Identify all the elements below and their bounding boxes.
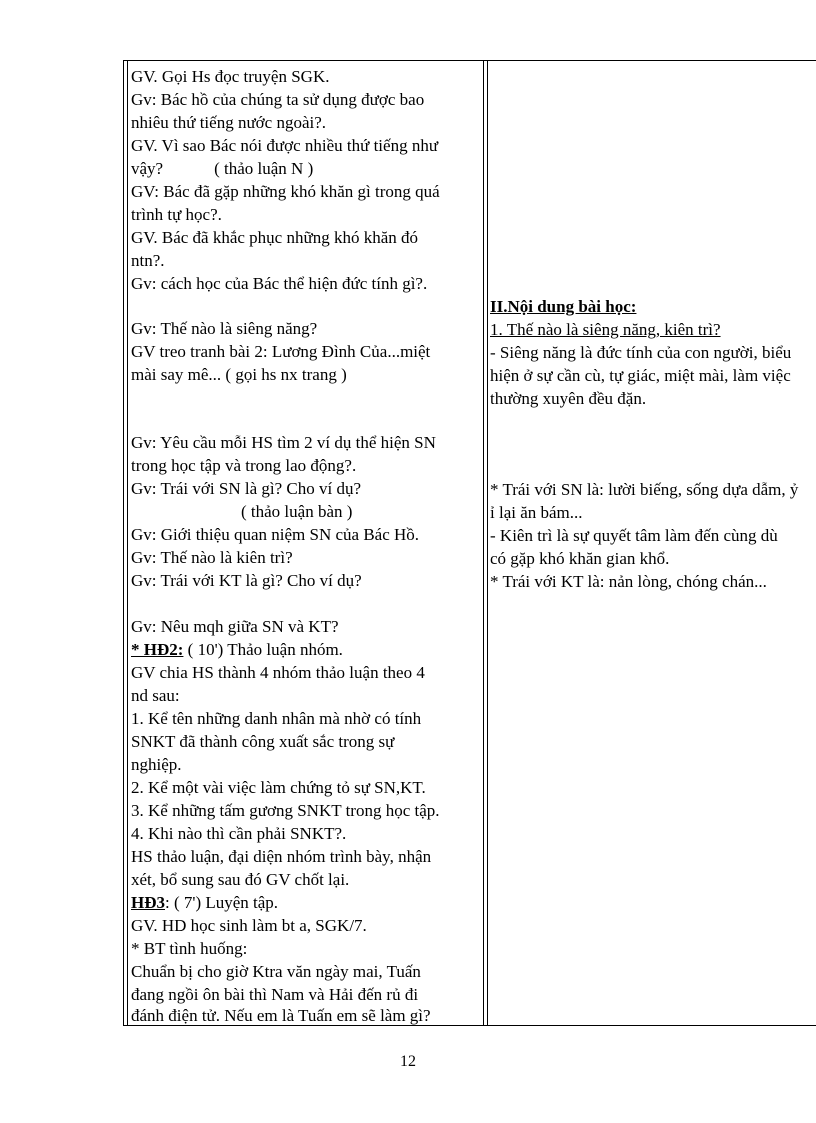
left-line <box>131 640 343 660</box>
left-line: 3. Kể những tấm gương SNKT trong học tập. <box>131 801 440 820</box>
left-line: mài say mê... ( gọi hs nx trang ) <box>131 365 347 384</box>
activity-2-label: * HĐ2: <box>131 640 184 659</box>
right-line: - Kiên trì là sự quyết tâm làm đến cùng dù <box>490 526 778 545</box>
left-line: nghiệp. <box>131 755 182 774</box>
left-line: Chuẩn bị cho giờ Ktra văn ngày mai, Tuấn <box>131 962 421 981</box>
left-line: Gv: Yêu cầu mỗi HS tìm 2 ví dụ thể hiện SN <box>131 433 436 452</box>
left-line: HS thảo luận, đại diện nhóm trình bày, nhận <box>131 847 432 866</box>
left-line: ( thảo luận bàn ) <box>241 502 353 521</box>
left-line: SNKT đã thành công xuất sắc trong sự <box>131 732 395 751</box>
right-line: * Trái với SN là: lười biếng, sống dựa dẫm, ỷ <box>490 480 799 499</box>
left-line: Gv: Trái với KT là gì? Cho ví dụ? <box>131 571 362 590</box>
left-line: nd sau: <box>131 686 180 705</box>
left-line <box>131 893 278 913</box>
right-column <box>488 60 816 1026</box>
left-line: GV: Bác đã gặp những khó khăn gì trong quá <box>131 182 440 201</box>
activity-2-text: ( 10') Thảo luận nhóm. <box>183 640 343 659</box>
left-line: 1. Kể tên những danh nhân mà nhờ có tính <box>131 709 422 728</box>
left-line: Gv: Trái với SN là gì? Cho ví dụ? <box>131 479 361 498</box>
left-line: vậy? ( thảo luận N ) <box>131 159 314 178</box>
page-number: 12 <box>400 1053 416 1070</box>
left-line: ntn?. <box>131 251 165 270</box>
left-line: * BT tình huống: <box>131 939 248 958</box>
left-line: 2. Kể một vài việc làm chứng tỏ sự SN,KT. <box>131 778 426 797</box>
right-line: - Siêng năng là đức tính của con người, biểu <box>490 343 792 362</box>
left-line: nhiêu thứ tiếng nước ngoài?. <box>131 113 327 132</box>
right-line: có gặp khó khăn gian khổ. <box>490 549 670 568</box>
left-line: đang ngồi ôn bài thì Nam và Hải đến rủ đi <box>131 985 419 1004</box>
left-line: Gv: Thế nào là kiên trì? <box>131 548 293 567</box>
left-line: Gv: Giới thiệu quan niệm SN của Bác Hồ. <box>131 525 420 544</box>
right-line: ỉ lại ăn bám... <box>490 503 583 522</box>
left-line: Gv: Thế nào là siêng năng? <box>131 319 318 338</box>
right-line: hiện ở sự cần cù, tự giác, miệt mài, làm việc <box>490 366 791 385</box>
left-line: GV. Gọi Hs đọc truyện SGK. <box>131 67 330 86</box>
left-line: 4. Khi nào thì cần phải SNKT?. <box>131 824 347 843</box>
left-line: GV. Vì sao Bác nói được nhiều thứ tiếng như <box>131 136 439 155</box>
left-line: trình tự học?. <box>131 205 222 224</box>
left-line: xét, bổ sung sau đó GV chốt lại. <box>131 870 350 889</box>
table-left-border-outer <box>123 60 124 1026</box>
left-line: GV. Bác đã khắc phục những khó khăn đó <box>131 228 418 247</box>
right-line: thường xuyên đều đặn. <box>490 389 647 408</box>
column-divider-left <box>483 60 484 1026</box>
left-line: Gv: Nêu mqh giữa SN và KT? <box>131 617 339 636</box>
left-line: GV treo tranh bài 2: Lương Đình Của...miệt <box>131 342 431 361</box>
activity-3-label: HĐ3 <box>131 893 165 912</box>
left-line: GV. HD học sinh làm bt a, SGK/7. <box>131 916 367 935</box>
lesson-content-heading: II.Nội dung bài học: <box>490 297 637 316</box>
table-left-border-inner <box>127 60 128 1026</box>
lesson-content-subheading: 1. Thế nào là siêng năng, kiên trì? <box>490 320 721 339</box>
left-line: GV chia HS thành 4 nhóm thảo luận theo 4 <box>131 663 425 682</box>
activity-3-text: : ( 7') Luyện tập. <box>165 893 279 912</box>
right-line: * Trái với KT là: nản lòng, chóng chán... <box>490 572 767 591</box>
left-line: đánh điện tử. Nếu em là Tuấn em sẽ làm gì? <box>131 1006 431 1025</box>
left-line: Gv: Bác hồ của chúng ta sử dụng được bao <box>131 90 425 109</box>
left-line: trong học tập và trong lao động?. <box>131 456 357 475</box>
left-line: Gv: cách học của Bác thể hiện đức tính gì?. <box>131 274 428 293</box>
